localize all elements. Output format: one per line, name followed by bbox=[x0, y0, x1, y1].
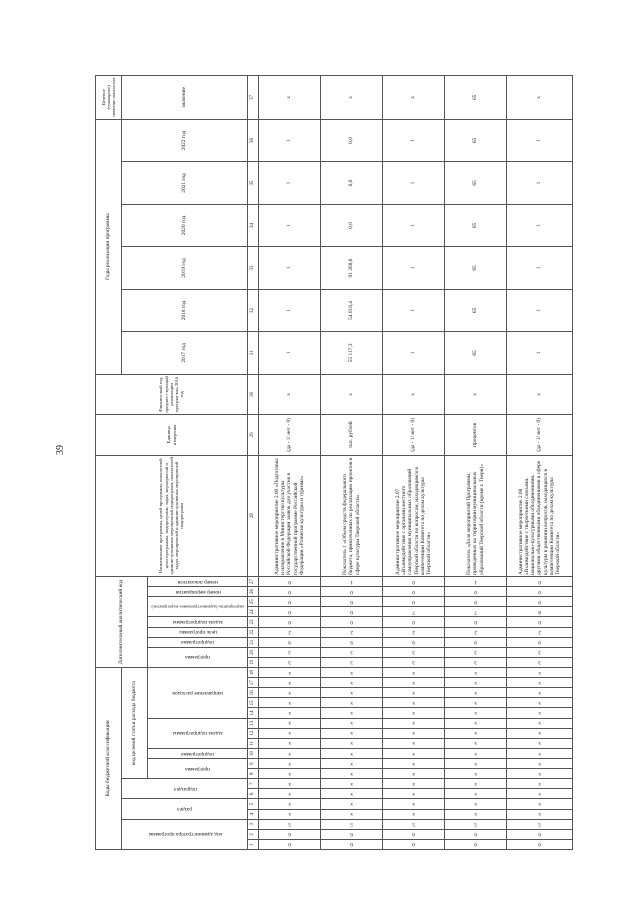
row-name-cell: Административное мероприятие 2.08 «Взаимодействие с творческими союзами, национально-культурными объединениями, другими общественными объединениями в сфере культуры в решении вопросов, находящихся в компетенции Комитета по делам культуры Тверской области» bbox=[507, 455, 573, 576]
row-base-cell: х bbox=[383, 374, 445, 414]
code-cell: х bbox=[321, 748, 383, 758]
code-cell: 3 bbox=[445, 647, 507, 657]
column-number: 28 bbox=[248, 455, 259, 576]
csr-group-header: код целевой статьи расхода бюджета bbox=[122, 667, 148, 778]
year-2017-header: 2017 год bbox=[122, 332, 248, 374]
code-cell: х bbox=[507, 728, 573, 738]
code-cell: х bbox=[321, 728, 383, 738]
row-year-value: 91 268,6 bbox=[321, 247, 383, 289]
target-value-header: значение bbox=[122, 76, 248, 120]
row-target-cell: х bbox=[383, 76, 445, 120]
code-cell: х bbox=[445, 769, 507, 779]
year-2022-header: 2022 год bbox=[122, 119, 248, 162]
code-cell: 3 bbox=[259, 647, 321, 657]
code-cell: х bbox=[445, 759, 507, 769]
code-cell: 2 bbox=[383, 627, 445, 637]
code-cell: 0 bbox=[321, 607, 383, 617]
codes-group-header: Коды бюджетной классификации bbox=[96, 667, 122, 849]
code-cell: 0 bbox=[259, 617, 321, 627]
task-add-header: задача подпрограммы bbox=[148, 617, 248, 627]
code-cell: 7 bbox=[383, 607, 445, 617]
code-cell: 3 bbox=[445, 657, 507, 667]
row-year-value: 1 bbox=[259, 162, 321, 204]
code-cell: 5 bbox=[383, 819, 445, 829]
code-cell: 2 bbox=[445, 627, 507, 637]
row-year-value: 1 bbox=[507, 162, 573, 204]
code-cell: 6 bbox=[321, 829, 383, 839]
row-name-cell: Административное мероприятие 2.06 «Подготовка и направление в Министерство культуры Российской Федерации заявок для участия в государственной программе Российской Федерации «Развитие культуры и туризма» bbox=[259, 455, 321, 576]
table-row bbox=[445, 76, 507, 850]
row-year-value: 1 bbox=[507, 247, 573, 289]
row-unit-cell: процентов bbox=[445, 415, 507, 455]
page-number: 39 bbox=[55, 445, 66, 455]
row-unit-cell: (да - 1/ нет - 0) bbox=[259, 415, 321, 455]
row-year-value: 65 bbox=[445, 162, 507, 204]
code-cell: 3 bbox=[507, 657, 573, 667]
base-year-header: Финансо-вый год, предшест-вующий реализации програм-мы, 2016 год bbox=[96, 374, 248, 414]
row-year-value: 1 bbox=[507, 332, 573, 374]
column-number: 19 bbox=[248, 657, 259, 667]
code-cell: 0 bbox=[383, 587, 445, 597]
table-row bbox=[507, 76, 573, 850]
year-2020-header: 2020 год bbox=[122, 204, 248, 246]
column-number: 22 bbox=[248, 627, 259, 637]
code-cell: х bbox=[383, 667, 445, 677]
code-cell: 0 bbox=[321, 617, 383, 627]
column-number: 6 bbox=[248, 789, 259, 799]
code-cell: 0 bbox=[383, 617, 445, 627]
code-cell: х bbox=[507, 789, 573, 799]
code-cell: х bbox=[507, 748, 573, 758]
code-cell: х bbox=[321, 688, 383, 698]
code-cell: 0 bbox=[259, 607, 321, 617]
column-number: 14 bbox=[248, 708, 259, 718]
code-cell: 6 bbox=[383, 829, 445, 839]
code-cell: 0 bbox=[259, 597, 321, 607]
code-cell: х bbox=[259, 809, 321, 819]
column-number: 2 bbox=[248, 829, 259, 839]
row-target-cell: х bbox=[507, 76, 573, 120]
row-year-value: 55 117,3 bbox=[321, 332, 383, 374]
code-cell: х bbox=[321, 779, 383, 789]
code-cell: 6 bbox=[259, 829, 321, 839]
code-cell: х bbox=[259, 738, 321, 748]
code-cell: 0 bbox=[383, 839, 445, 849]
code-cell: х bbox=[445, 789, 507, 799]
code-cell: 8 bbox=[507, 607, 573, 617]
code-cell: 1 bbox=[321, 576, 383, 586]
code-cell: 3 bbox=[383, 647, 445, 657]
year-2018-header: 2018 год bbox=[122, 289, 248, 331]
code-cell: х bbox=[259, 698, 321, 708]
row-name-cell: Показатель 1 «Объем средств федерального бюджета, привлеченных на реализацию проектов в сфере культуры Тверской области» bbox=[321, 455, 383, 576]
code-cell: 0 bbox=[507, 587, 573, 597]
rotated-sheet bbox=[95, 75, 561, 850]
column-numbers-row bbox=[248, 76, 259, 850]
code-cell: х bbox=[445, 809, 507, 819]
row-year-value: 65 bbox=[445, 204, 507, 246]
code-cell: 0 bbox=[507, 617, 573, 627]
column-number: 12 bbox=[248, 728, 259, 738]
prog-add-header: программа bbox=[148, 647, 248, 667]
code-cell: х bbox=[383, 809, 445, 819]
code-cell: 5 bbox=[259, 819, 321, 829]
row-base-cell: х bbox=[445, 374, 507, 414]
code-cell: х bbox=[445, 738, 507, 748]
code-cell: х bbox=[259, 769, 321, 779]
row-base-cell: х bbox=[507, 374, 573, 414]
code-cell: х bbox=[445, 667, 507, 677]
code-cell: х bbox=[259, 799, 321, 809]
code-cell: х bbox=[445, 688, 507, 698]
code-cell: 6 bbox=[445, 829, 507, 839]
column-number: 13 bbox=[248, 718, 259, 728]
indicator-num-header: номер показателя bbox=[148, 576, 248, 586]
code-cell: 0 bbox=[445, 839, 507, 849]
row-target-cell: х bbox=[321, 76, 383, 120]
add-code-group-header: Дополнительный аналитический код bbox=[96, 576, 148, 667]
code-cell: х bbox=[321, 769, 383, 779]
code-cell: х bbox=[507, 708, 573, 718]
code-cell: х bbox=[507, 688, 573, 698]
code-cell: х bbox=[383, 708, 445, 718]
code-cell: х bbox=[445, 678, 507, 688]
row-year-value: 1 bbox=[259, 332, 321, 374]
code-cell: 9 bbox=[445, 637, 507, 647]
table-row bbox=[259, 76, 321, 850]
column-number: 20 bbox=[248, 647, 259, 657]
code-cell: х bbox=[259, 728, 321, 738]
code-cell: х bbox=[445, 799, 507, 809]
column-number: 32 bbox=[248, 289, 259, 331]
column-number: 36 bbox=[248, 119, 259, 162]
code-cell: 6 bbox=[507, 829, 573, 839]
column-number: 8 bbox=[248, 769, 259, 779]
code-cell: 5 bbox=[321, 819, 383, 829]
subprog-add-header: подпрограмма bbox=[148, 637, 248, 647]
column-number: 34 bbox=[248, 204, 259, 246]
code-cell: 7 bbox=[445, 607, 507, 617]
row-year-value: 1 bbox=[383, 332, 445, 374]
column-number: 5 bbox=[248, 799, 259, 809]
code-cell: 9 bbox=[259, 637, 321, 647]
row-year-value: 1 bbox=[383, 204, 445, 246]
column-number: 17 bbox=[248, 678, 259, 688]
table-row bbox=[383, 76, 445, 850]
code-cell: х bbox=[507, 718, 573, 728]
row-unit-cell: (да - 1/ нет - 0) bbox=[507, 415, 573, 455]
code-cell: х bbox=[507, 809, 573, 819]
code-cell: х bbox=[445, 748, 507, 758]
column-number: 26 bbox=[248, 587, 259, 597]
row-base-cell: х bbox=[321, 374, 383, 414]
code-cell: х bbox=[507, 698, 573, 708]
code-cell: х bbox=[259, 718, 321, 728]
row-year-value: 1 bbox=[259, 119, 321, 162]
code-cell: х bbox=[321, 678, 383, 688]
code-cell: х bbox=[383, 789, 445, 799]
code-cell: 9 bbox=[321, 637, 383, 647]
code-cell: 0 bbox=[259, 587, 321, 597]
code-cell: х bbox=[259, 667, 321, 677]
row-target-cell: х bbox=[259, 76, 321, 120]
row-name-cell: Административное мероприятие 2.07 «Взаимодействие с органами местного самоуправления муниципальных образований Тверской области по вопросам, находящимся в компетенции Комитета по делам культуры Тверской области» bbox=[383, 455, 445, 576]
column-number: 37 bbox=[248, 76, 259, 120]
row-target-cell: 65 bbox=[445, 76, 507, 120]
code-cell: х bbox=[259, 748, 321, 758]
column-number: 7 bbox=[248, 779, 259, 789]
column-number: 18 bbox=[248, 667, 259, 677]
row-year-value: 0,0 bbox=[321, 204, 383, 246]
row-base-cell: х bbox=[259, 374, 321, 414]
year-2021-header: 2021 год bbox=[122, 162, 248, 204]
code-cell: 5 bbox=[445, 819, 507, 829]
column-number: 33 bbox=[248, 247, 259, 289]
row-year-value: 0,0 bbox=[321, 119, 383, 162]
row-name-cell: Показатель «Доля мероприятий Программы, проведенных на территории муниципальных образований Тверской области (кроме г. Твери)» bbox=[445, 455, 507, 576]
code-cell: х bbox=[445, 779, 507, 789]
code-cell: 1 bbox=[445, 576, 507, 586]
admin-code-header: код администратора программы bbox=[122, 819, 248, 849]
direction-header: направление расходов bbox=[148, 667, 248, 718]
column-number: 4 bbox=[248, 809, 259, 819]
measure-num-header: номер мероприятия bbox=[148, 587, 248, 597]
column-number: 16 bbox=[248, 688, 259, 698]
code-cell: х bbox=[507, 738, 573, 748]
code-cell: х bbox=[383, 748, 445, 758]
code-cell: х bbox=[321, 738, 383, 748]
code-cell: 0 bbox=[445, 617, 507, 627]
column-number: 15 bbox=[248, 698, 259, 708]
code-cell: х bbox=[321, 708, 383, 718]
column-number: 9 bbox=[248, 759, 259, 769]
code-cell: 0 bbox=[383, 576, 445, 586]
code-cell: 3 bbox=[321, 647, 383, 657]
code-cell: х bbox=[383, 779, 445, 789]
row-year-value: 1 bbox=[383, 162, 445, 204]
code-cell: х bbox=[383, 688, 445, 698]
code-cell: 2 bbox=[259, 627, 321, 637]
code-cell: 0 bbox=[321, 839, 383, 849]
row-year-value: 1 bbox=[507, 119, 573, 162]
column-number: 23 bbox=[248, 617, 259, 627]
code-cell: х bbox=[321, 667, 383, 677]
code-cell: 0 bbox=[321, 587, 383, 597]
code-cell: 0 bbox=[383, 597, 445, 607]
row-year-value: 65 bbox=[445, 289, 507, 331]
column-number: 21 bbox=[248, 637, 259, 647]
razdel-header: раздел bbox=[122, 799, 248, 819]
unit-header: Единица измерения bbox=[96, 415, 248, 455]
row-year-value: 1 bbox=[383, 119, 445, 162]
code-cell: х bbox=[445, 728, 507, 738]
code-cell: х bbox=[259, 779, 321, 789]
code-cell: 0 bbox=[507, 597, 573, 607]
goal-add-header: цель программы bbox=[148, 627, 248, 637]
code-cell: х bbox=[321, 799, 383, 809]
column-number: 3 bbox=[248, 819, 259, 829]
target-header: Целевое (суммарное) значение показателя bbox=[96, 76, 122, 120]
code-cell: х bbox=[507, 779, 573, 789]
name-header: Наименование программы, целей программы, показателей цели программы, подпрограмм, задач, мероприятий и административных мероприятий подпрограмм, показателей задач, мероприятий и административных мероприятий подпрограмм bbox=[96, 455, 248, 576]
code-cell: х bbox=[321, 789, 383, 799]
code-cell: 0 bbox=[321, 597, 383, 607]
column-number: 35 bbox=[248, 162, 259, 204]
code-cell: 0 bbox=[507, 839, 573, 849]
podrazdel-header: подраздел bbox=[122, 779, 248, 799]
code-cell: х bbox=[321, 759, 383, 769]
code-cell: 3 bbox=[383, 657, 445, 667]
row-year-value: 0,0 bbox=[321, 162, 383, 204]
code-cell: х bbox=[383, 799, 445, 809]
code-cell: 0 bbox=[445, 597, 507, 607]
code-cell: 9 bbox=[507, 637, 573, 647]
table-frame bbox=[95, 75, 561, 850]
code-cell: х bbox=[507, 678, 573, 688]
column-number: 1 bbox=[248, 839, 259, 849]
program-table bbox=[95, 75, 573, 850]
code-cell: 0 bbox=[259, 576, 321, 586]
code-cell: х bbox=[321, 698, 383, 708]
row-year-value: 1 bbox=[259, 204, 321, 246]
column-number: 10 bbox=[248, 748, 259, 758]
code-cell: х bbox=[383, 698, 445, 708]
code-cell: х bbox=[259, 789, 321, 799]
row-year-value: 1 bbox=[507, 204, 573, 246]
year-2019-header: 2019 год bbox=[122, 247, 248, 289]
row-year-value: 1 bbox=[383, 289, 445, 331]
code-cell: х bbox=[445, 708, 507, 718]
code-cell: 5 bbox=[507, 819, 573, 829]
column-number: 25 bbox=[248, 597, 259, 607]
row-year-value: 54 018,4 bbox=[321, 289, 383, 331]
code-cell: х bbox=[321, 809, 383, 819]
code-cell: х bbox=[259, 759, 321, 769]
code-cell: 0 bbox=[507, 576, 573, 586]
column-number: 27 bbox=[248, 576, 259, 586]
code-cell: 3 bbox=[321, 657, 383, 667]
row-year-value: 1 bbox=[259, 247, 321, 289]
code-cell: х bbox=[507, 667, 573, 677]
code-cell: 2 bbox=[507, 627, 573, 637]
row-unit-cell: (да - 1/ нет - 0) bbox=[383, 415, 445, 455]
code-cell: х bbox=[507, 799, 573, 809]
row-year-value: 1 bbox=[507, 289, 573, 331]
code-cell: 3 bbox=[507, 647, 573, 657]
code-cell: х bbox=[383, 718, 445, 728]
code-cell: х bbox=[383, 759, 445, 769]
row-year-value: 65 bbox=[445, 119, 507, 162]
measure-add-header: мероприятие (административное мероприятие) bbox=[148, 597, 248, 617]
code-cell: х bbox=[445, 718, 507, 728]
code-cell: х bbox=[507, 759, 573, 769]
code-cell: х bbox=[383, 678, 445, 688]
code-cell: х bbox=[321, 718, 383, 728]
row-year-value: 65 bbox=[445, 332, 507, 374]
code-cell: 9 bbox=[383, 637, 445, 647]
column-number: 24 bbox=[248, 607, 259, 617]
column-number: 31 bbox=[248, 332, 259, 374]
code-cell: 0 bbox=[445, 587, 507, 597]
code-cell: х bbox=[445, 698, 507, 708]
code-cell: х bbox=[259, 688, 321, 698]
program-header: программа bbox=[148, 759, 248, 779]
code-cell: 2 bbox=[321, 627, 383, 637]
code-cell: х bbox=[259, 708, 321, 718]
column-number: 29 bbox=[248, 415, 259, 455]
code-cell: х bbox=[259, 678, 321, 688]
code-cell: х bbox=[383, 738, 445, 748]
subprogram-header: подпрограмма bbox=[148, 748, 248, 758]
code-cell: 3 bbox=[259, 657, 321, 667]
column-number: 11 bbox=[248, 738, 259, 748]
code-cell: х bbox=[507, 769, 573, 779]
row-year-value: 65 bbox=[445, 247, 507, 289]
row-year-value: 1 bbox=[259, 289, 321, 331]
code-cell: 0 bbox=[259, 839, 321, 849]
years-group-header: Годы реализации программы bbox=[96, 119, 122, 374]
column-number: 30 bbox=[248, 374, 259, 414]
code-cell: х bbox=[383, 728, 445, 738]
code-cell: х bbox=[383, 769, 445, 779]
row-unit-cell: тыс. рублей bbox=[321, 415, 383, 455]
row-year-value: 1 bbox=[383, 247, 445, 289]
task-header: задача подпрограммы bbox=[148, 718, 248, 748]
table-row bbox=[321, 76, 383, 850]
